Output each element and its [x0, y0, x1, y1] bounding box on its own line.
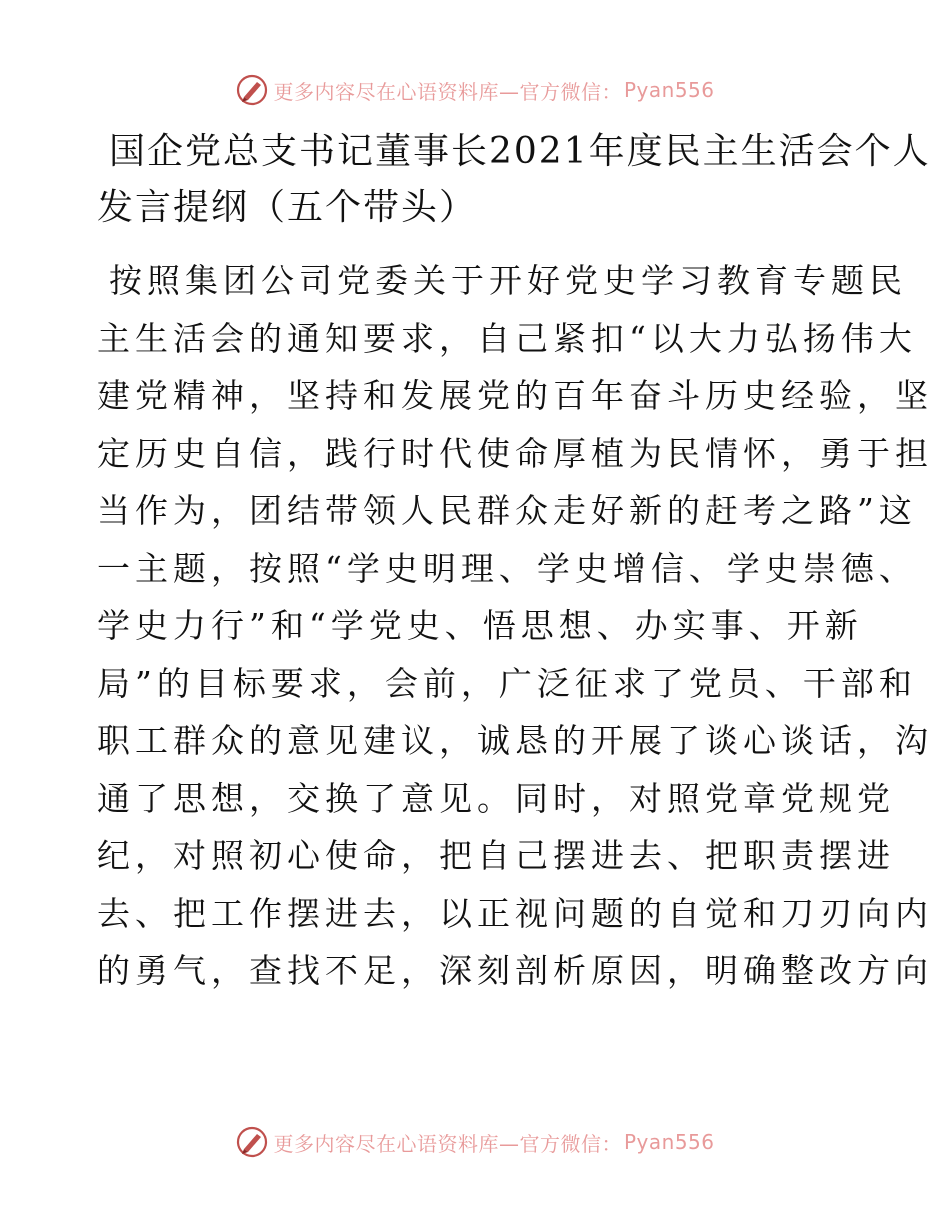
body-line: 局”的目标要求，会前，广泛征求了党员、干部和 — [97, 663, 917, 703]
body-line: 主生活会的通知要求，自己紧扣“以大力弘扬伟大 — [97, 318, 917, 358]
document-title — [97, 124, 931, 236]
watermark-text: 更多内容尽在心语资料库—官方微信： — [273, 1131, 622, 1156]
document-body — [97, 252, 933, 1000]
title-line: 发言提纲（五个带头） — [97, 187, 478, 228]
footer-watermark — [0, 1122, 950, 1162]
body-line: 纪，对照初心使命，把自己摆进去、把职责摆进 — [97, 836, 895, 875]
body-line: 学史力行”和“学党史、悟思想、办实事、开新 — [97, 606, 863, 645]
header-watermark — [0, 70, 950, 110]
body-line: 去、把工作摆进去，以正视问题的自觉和刀刃向内 — [97, 893, 933, 933]
watermark-wechat-id: Pyan556 — [623, 1130, 715, 1154]
body-line: 职工群众的意见建议，诚恳的开展了谈心谈话，沟 — [97, 721, 933, 760]
body-line: 按照集团公司党委关于开好党史学习教育专题民 — [109, 261, 907, 300]
body-line: 通了思想，交换了意见。同时，对照党章党规党 — [97, 778, 895, 818]
body-line: 当作为，团结带领人民群众走好新的赶考之路”这 — [97, 491, 917, 530]
watermark-wechat-id: Pyan556 — [623, 78, 715, 102]
body-line: 一主题，按照“学史明理、学史增信、学史崇德、 — [97, 548, 917, 588]
watermark-text: 更多内容尽在心语资料库—官方微信： — [273, 79, 622, 104]
body-line: 的勇气，查找不足，深刻剖析原因，明确整改方向 — [97, 951, 933, 990]
body-line: 建党精神，坚持和发展党的百年奋斗历史经验，坚 — [97, 376, 933, 415]
pen-logo-icon — [235, 73, 269, 107]
title-line: 国企党总支书记董事长2021年度民主生活会个人 — [109, 131, 931, 172]
pen-logo-icon — [235, 1125, 269, 1159]
body-line: 定历史自信，践行时代使命厚植为民情怀，勇于担 — [97, 433, 933, 473]
